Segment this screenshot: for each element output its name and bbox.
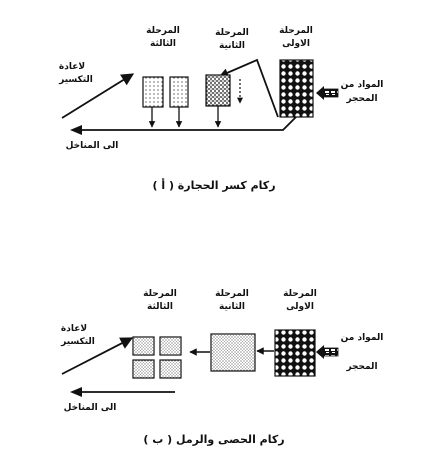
b-stage1-label-line1: المرحلة	[283, 289, 317, 299]
panel-b	[60, 289, 383, 446]
a-stage3-label-line1: المرحلة	[146, 26, 180, 36]
b-stage1-crusher	[275, 330, 315, 376]
a-stage3-crusher-left	[143, 77, 163, 107]
a-input-arrow	[316, 86, 338, 100]
b-stage2-crusher	[211, 334, 255, 371]
b-stage3-label-line1: المرحلة	[143, 289, 177, 299]
b-stage3-crusher-bottom-right	[160, 360, 181, 378]
a-stage2-label-line2: الثانية	[218, 41, 246, 51]
a-stage2-crusher	[206, 75, 230, 106]
a-stage1-label-line1: المرحلة	[279, 26, 313, 36]
b-stage1-label-line2: الاولى	[286, 302, 314, 312]
a-input-label-line1: المواد من	[340, 80, 384, 90]
b-recrush-label-line1: لاعادة	[60, 324, 88, 334]
a-stage1-label-line2: الاولى	[282, 39, 310, 49]
a-input-label-line2: المحجر	[346, 94, 378, 104]
b-stage2-label-line2: الثانية	[218, 302, 246, 312]
a-stage3-label-line2: الثالثة	[149, 39, 177, 49]
a-output-conveyor	[82, 117, 296, 130]
b-input-arrow	[316, 345, 338, 359]
a-caption: ( أ ) ركام كسر الحجارة	[152, 179, 276, 192]
b-recrush-label-line2: التكسير	[61, 337, 95, 347]
a-stage1-crusher	[280, 60, 313, 117]
a-output-arrowhead	[70, 125, 82, 135]
b-stage3-crusher-top-left	[133, 337, 154, 355]
b-stage3-crusher-bottom-left	[133, 360, 154, 378]
panel-a	[58, 26, 383, 192]
b-input-label-line1: المواد من	[340, 333, 384, 343]
b-caption: ( ب ) ركام الحصى والرمل	[143, 433, 285, 446]
a-recrush-label-line1: لاعادة	[58, 62, 86, 72]
b-stage3-crusher-top-right	[160, 337, 181, 355]
a-stage3-crusher-right	[170, 77, 188, 107]
a-output-label: الى المناخل	[65, 141, 119, 151]
b-stage3-label-line2: الثالثة	[146, 302, 174, 312]
b-stage2-label-line1: المرحلة	[215, 289, 249, 299]
a-stage2-label-line1: المرحلة	[215, 28, 249, 38]
a-recrush-label-line2: التكسير	[59, 75, 93, 85]
b-input-label-line2: المحجر	[346, 362, 378, 372]
b-output-label: الى المناخل	[63, 403, 117, 413]
b-output-arrowhead	[70, 387, 82, 397]
